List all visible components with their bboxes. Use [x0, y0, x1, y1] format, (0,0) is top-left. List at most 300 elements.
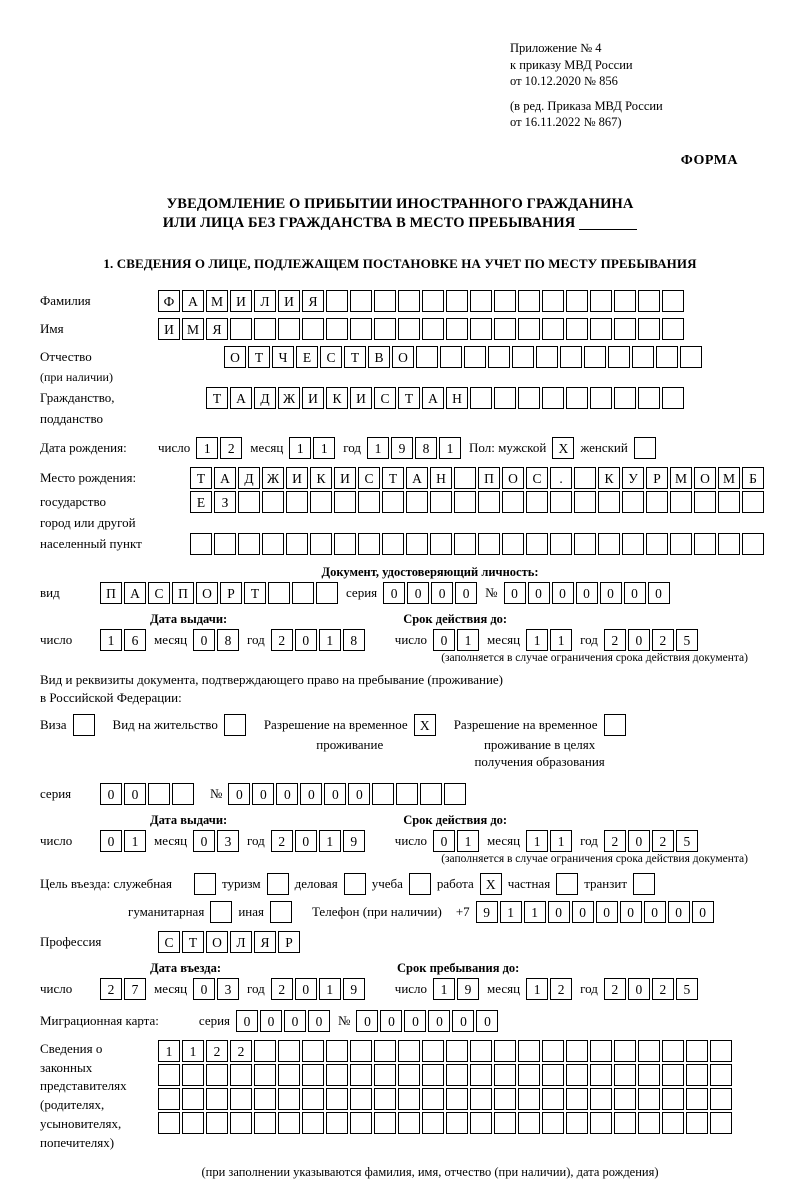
cell[interactable]: 1	[289, 437, 311, 459]
doc-issue-day-input[interactable]	[100, 629, 148, 651]
cell[interactable]	[446, 290, 468, 312]
cell[interactable]: Т	[190, 467, 212, 489]
cell[interactable]: Я	[302, 290, 324, 312]
purpose-other-checkbox[interactable]	[270, 901, 292, 923]
cell[interactable]	[518, 1112, 540, 1134]
cell[interactable]	[590, 1088, 612, 1110]
edu-residence-checkbox[interactable]	[604, 714, 626, 736]
cell[interactable]: X	[414, 714, 436, 736]
cell[interactable]	[526, 491, 548, 513]
cell[interactable]: 9	[476, 901, 498, 923]
cell[interactable]	[302, 1088, 324, 1110]
purpose-business-checkbox[interactable]	[344, 873, 366, 895]
cell[interactable]	[446, 1112, 468, 1134]
cell[interactable]	[224, 714, 246, 736]
cell[interactable]	[518, 1064, 540, 1086]
cell[interactable]	[694, 533, 716, 555]
sex-male-checkbox[interactable]	[552, 437, 574, 459]
entry-day-input[interactable]	[100, 978, 148, 1000]
cell[interactable]: 2	[100, 978, 122, 1000]
cell[interactable]	[590, 1112, 612, 1134]
cell[interactable]: 8	[217, 629, 239, 651]
cell[interactable]	[638, 1112, 660, 1134]
cell[interactable]: Т	[244, 582, 266, 604]
cell[interactable]	[470, 290, 492, 312]
cell[interactable]	[350, 1064, 372, 1086]
cell[interactable]: 0	[548, 901, 570, 923]
residence-checkbox[interactable]	[224, 714, 246, 736]
cell[interactable]: 1	[100, 629, 122, 651]
cell[interactable]	[710, 1040, 732, 1062]
cell[interactable]	[494, 1088, 516, 1110]
cell[interactable]	[686, 1088, 708, 1110]
cell[interactable]: А	[406, 467, 428, 489]
cell[interactable]	[326, 1112, 348, 1134]
cell[interactable]	[206, 1112, 228, 1134]
stay-to-day-input[interactable]	[433, 978, 481, 1000]
cell[interactable]: И	[278, 290, 300, 312]
cell[interactable]	[350, 318, 372, 340]
cell[interactable]: 9	[343, 830, 365, 852]
cell[interactable]	[310, 491, 332, 513]
cell[interactable]: 0	[600, 582, 622, 604]
mc-number-input[interactable]	[356, 1010, 500, 1032]
cell[interactable]	[210, 901, 232, 923]
cell[interactable]: С	[374, 387, 396, 409]
cell[interactable]	[302, 1112, 324, 1134]
cell[interactable]	[550, 491, 572, 513]
cell[interactable]: 0	[628, 830, 650, 852]
cell[interactable]	[350, 1088, 372, 1110]
stay-valid-day-input[interactable]	[433, 830, 481, 852]
cell[interactable]: 1	[526, 629, 548, 651]
cell[interactable]	[662, 387, 684, 409]
cell[interactable]: Б	[742, 467, 764, 489]
stay-issue-day-input[interactable]	[100, 830, 148, 852]
cell[interactable]	[422, 290, 444, 312]
cell[interactable]: У	[622, 467, 644, 489]
cell[interactable]	[350, 1040, 372, 1062]
cell[interactable]: И	[350, 387, 372, 409]
cell[interactable]	[614, 387, 636, 409]
cell[interactable]: 5	[676, 978, 698, 1000]
cell[interactable]: 2	[220, 437, 242, 459]
cell[interactable]	[494, 1112, 516, 1134]
cell[interactable]: 0	[324, 783, 346, 805]
purpose-transit-checkbox[interactable]	[633, 873, 655, 895]
cell[interactable]	[326, 1088, 348, 1110]
cell[interactable]	[556, 873, 578, 895]
cell[interactable]: 0	[228, 783, 250, 805]
cell[interactable]: 0	[692, 901, 714, 923]
cell[interactable]	[526, 533, 548, 555]
cell[interactable]: С	[320, 346, 342, 368]
cell[interactable]	[446, 1064, 468, 1086]
cell[interactable]: 5	[676, 629, 698, 651]
cell[interactable]: 0	[433, 629, 455, 651]
cell[interactable]	[614, 290, 636, 312]
cell[interactable]: 1	[182, 1040, 204, 1062]
cell[interactable]	[632, 346, 654, 368]
patronymic-input[interactable]	[224, 346, 704, 368]
cell[interactable]	[590, 1040, 612, 1062]
cell[interactable]: 2	[604, 978, 626, 1000]
cell[interactable]: 0	[356, 1010, 378, 1032]
cell[interactable]	[494, 387, 516, 409]
cell[interactable]: И	[158, 318, 180, 340]
purpose-humanitarian-checkbox[interactable]	[210, 901, 232, 923]
cell[interactable]: 0	[528, 582, 550, 604]
doc-issue-month-input[interactable]	[193, 629, 241, 651]
cell[interactable]	[646, 533, 668, 555]
cell[interactable]	[686, 1064, 708, 1086]
cell[interactable]: 2	[652, 629, 674, 651]
sex-female-checkbox[interactable]	[634, 437, 656, 459]
cell[interactable]	[494, 290, 516, 312]
cell[interactable]	[638, 1088, 660, 1110]
cell[interactable]: 8	[343, 629, 365, 651]
cell[interactable]: 0	[576, 582, 598, 604]
cell[interactable]	[206, 1064, 228, 1086]
doc-number-input[interactable]	[504, 582, 672, 604]
legal-rep-row-1[interactable]	[158, 1040, 734, 1062]
cell[interactable]	[686, 1040, 708, 1062]
cell[interactable]: 0	[628, 629, 650, 651]
cell[interactable]	[416, 346, 438, 368]
cell[interactable]	[270, 901, 292, 923]
cell[interactable]	[334, 533, 356, 555]
cell[interactable]: Д	[254, 387, 276, 409]
cell[interactable]	[590, 290, 612, 312]
cell[interactable]: 2	[604, 830, 626, 852]
cell[interactable]	[262, 491, 284, 513]
cell[interactable]: Е	[296, 346, 318, 368]
cell[interactable]	[278, 1088, 300, 1110]
cell[interactable]	[662, 1040, 684, 1062]
cell[interactable]	[542, 318, 564, 340]
cell[interactable]	[590, 318, 612, 340]
cell[interactable]	[718, 491, 740, 513]
cell[interactable]	[262, 533, 284, 555]
cell[interactable]	[158, 1088, 180, 1110]
cell[interactable]	[614, 1088, 636, 1110]
cell[interactable]: 3	[217, 830, 239, 852]
cell[interactable]	[302, 318, 324, 340]
cell[interactable]	[574, 467, 596, 489]
cell[interactable]	[230, 1064, 252, 1086]
cell[interactable]: 0	[428, 1010, 450, 1032]
cell[interactable]	[542, 1112, 564, 1134]
cell[interactable]	[374, 318, 396, 340]
cell[interactable]	[326, 1040, 348, 1062]
cell[interactable]: .	[550, 467, 572, 489]
entry-month-input[interactable]	[193, 978, 241, 1000]
cell[interactable]	[422, 318, 444, 340]
cell[interactable]	[444, 783, 466, 805]
cell[interactable]: Р	[646, 467, 668, 489]
purpose-work-checkbox[interactable]	[480, 873, 502, 895]
cell[interactable]	[662, 1064, 684, 1086]
cell[interactable]	[398, 318, 420, 340]
doc-valid-month-input[interactable]	[526, 629, 574, 651]
cell[interactable]	[350, 1112, 372, 1134]
cell[interactable]	[566, 1040, 588, 1062]
cell[interactable]	[566, 1112, 588, 1134]
cell[interactable]	[430, 491, 452, 513]
cell[interactable]	[286, 533, 308, 555]
cell[interactable]	[590, 387, 612, 409]
cell[interactable]: 1	[457, 629, 479, 651]
cell[interactable]	[190, 533, 212, 555]
cell[interactable]: О	[694, 467, 716, 489]
birth-city-input[interactable]	[190, 491, 766, 513]
cell[interactable]	[398, 1064, 420, 1086]
cell[interactable]	[670, 533, 692, 555]
cell[interactable]: 1	[550, 830, 572, 852]
cell[interactable]	[710, 1112, 732, 1134]
cell[interactable]: 1	[550, 629, 572, 651]
cell[interactable]: 1	[524, 901, 546, 923]
cell[interactable]	[430, 533, 452, 555]
stay-valid-year-input[interactable]	[604, 830, 700, 852]
cell[interactable]: 0	[100, 783, 122, 805]
cell[interactable]: 0	[348, 783, 370, 805]
cell[interactable]: 0	[572, 901, 594, 923]
cell[interactable]: Ж	[262, 467, 284, 489]
cell[interactable]: 0	[276, 783, 298, 805]
cell[interactable]: З	[214, 491, 236, 513]
cell[interactable]	[560, 346, 582, 368]
cell[interactable]: И	[230, 290, 252, 312]
cell[interactable]: Т	[206, 387, 228, 409]
cell[interactable]	[518, 387, 540, 409]
cell[interactable]: 5	[676, 830, 698, 852]
cell[interactable]	[420, 783, 442, 805]
cell[interactable]: 0	[620, 901, 642, 923]
cell[interactable]	[422, 1088, 444, 1110]
cell[interactable]	[446, 1040, 468, 1062]
cell[interactable]	[542, 1040, 564, 1062]
cell[interactable]	[638, 1040, 660, 1062]
citizenship-input[interactable]	[206, 387, 686, 409]
cell[interactable]	[454, 467, 476, 489]
cell[interactable]: 0	[193, 978, 215, 1000]
cell[interactable]: 2	[206, 1040, 228, 1062]
cell[interactable]	[344, 873, 366, 895]
cell[interactable]: О	[206, 931, 228, 953]
cell[interactable]: П	[100, 582, 122, 604]
cell[interactable]: 1	[500, 901, 522, 923]
cell[interactable]: 6	[124, 629, 146, 651]
cell[interactable]	[662, 318, 684, 340]
cell[interactable]	[550, 533, 572, 555]
cell[interactable]: Т	[344, 346, 366, 368]
cell[interactable]	[718, 533, 740, 555]
cell[interactable]	[590, 1064, 612, 1086]
cell[interactable]: 0	[624, 582, 646, 604]
cell[interactable]: 2	[271, 978, 293, 1000]
cell[interactable]	[512, 346, 534, 368]
cell[interactable]: Т	[382, 467, 404, 489]
cell[interactable]: Т	[398, 387, 420, 409]
cell[interactable]: 0	[455, 582, 477, 604]
cell[interactable]: 0	[300, 783, 322, 805]
birth-month-input[interactable]	[289, 437, 337, 459]
cell[interactable]	[566, 1088, 588, 1110]
purpose-study-checkbox[interactable]	[409, 873, 431, 895]
birth-day-input[interactable]	[196, 437, 244, 459]
cell[interactable]	[633, 873, 655, 895]
cell[interactable]	[542, 290, 564, 312]
cell[interactable]: 0	[644, 901, 666, 923]
cell[interactable]	[326, 1064, 348, 1086]
cell[interactable]	[470, 1040, 492, 1062]
cell[interactable]: Л	[230, 931, 252, 953]
stay-to-year-input[interactable]	[604, 978, 700, 1000]
cell[interactable]: 0	[648, 582, 670, 604]
cell[interactable]: О	[224, 346, 246, 368]
phone-input[interactable]	[476, 901, 716, 923]
stay-to-month-input[interactable]	[526, 978, 574, 1000]
purpose-tourism-checkbox[interactable]	[267, 873, 289, 895]
cell[interactable]	[598, 533, 620, 555]
cell[interactable]	[267, 873, 289, 895]
cell[interactable]	[350, 290, 372, 312]
cell[interactable]	[73, 714, 95, 736]
cell[interactable]	[494, 1064, 516, 1086]
cell[interactable]: 2	[271, 830, 293, 852]
cell[interactable]: М	[718, 467, 740, 489]
doc-series-input[interactable]	[383, 582, 479, 604]
cell[interactable]	[542, 1088, 564, 1110]
cell[interactable]	[214, 533, 236, 555]
cell[interactable]	[182, 1064, 204, 1086]
cell[interactable]: А	[124, 582, 146, 604]
cell[interactable]: 9	[391, 437, 413, 459]
cell[interactable]: 0	[308, 1010, 330, 1032]
cell[interactable]: 1	[367, 437, 389, 459]
cell[interactable]: Т	[182, 931, 204, 953]
cell[interactable]	[374, 1040, 396, 1062]
cell[interactable]: Е	[190, 491, 212, 513]
cell[interactable]: 1	[319, 830, 341, 852]
cell[interactable]: И	[286, 467, 308, 489]
cell[interactable]	[604, 714, 626, 736]
cell[interactable]	[182, 1112, 204, 1134]
cell[interactable]: X	[480, 873, 502, 895]
cell[interactable]	[542, 387, 564, 409]
cell[interactable]	[494, 1040, 516, 1062]
cell[interactable]: 3	[217, 978, 239, 1000]
cell[interactable]	[238, 491, 260, 513]
cell[interactable]: 0	[295, 830, 317, 852]
cell[interactable]	[566, 318, 588, 340]
cell[interactable]	[422, 1064, 444, 1086]
cell[interactable]	[454, 533, 476, 555]
cell[interactable]	[396, 783, 418, 805]
cell[interactable]	[409, 873, 431, 895]
cell[interactable]	[574, 491, 596, 513]
doc-valid-year-input[interactable]	[604, 629, 700, 651]
cell[interactable]	[422, 1040, 444, 1062]
cell[interactable]: Д	[238, 467, 260, 489]
cell[interactable]	[470, 1088, 492, 1110]
cell[interactable]	[254, 1112, 276, 1134]
cell[interactable]: А	[422, 387, 444, 409]
name-input[interactable]	[158, 318, 686, 340]
cell[interactable]: 1	[457, 830, 479, 852]
cell[interactable]	[398, 290, 420, 312]
cell[interactable]: 0	[668, 901, 690, 923]
cell[interactable]	[372, 783, 394, 805]
cell[interactable]: 0	[404, 1010, 426, 1032]
cell[interactable]	[254, 1088, 276, 1110]
cell[interactable]	[238, 533, 260, 555]
purpose-service-checkbox[interactable]	[194, 873, 216, 895]
cell[interactable]: 2	[550, 978, 572, 1000]
cell[interactable]: 0	[383, 582, 405, 604]
cell[interactable]: С	[148, 582, 170, 604]
cell[interactable]	[670, 491, 692, 513]
cell[interactable]: 0	[236, 1010, 258, 1032]
cell[interactable]: 1	[319, 978, 341, 1000]
cell[interactable]	[382, 533, 404, 555]
stay-issue-year-input[interactable]	[271, 830, 367, 852]
cell[interactable]	[454, 491, 476, 513]
cell[interactable]	[614, 1040, 636, 1062]
cell[interactable]: А	[230, 387, 252, 409]
cell[interactable]	[598, 491, 620, 513]
cell[interactable]: И	[302, 387, 324, 409]
cell[interactable]	[518, 1088, 540, 1110]
cell[interactable]	[302, 1040, 324, 1062]
cell[interactable]	[574, 533, 596, 555]
cell[interactable]: М	[182, 318, 204, 340]
cell[interactable]: 2	[271, 629, 293, 651]
cell[interactable]	[254, 1040, 276, 1062]
visa-checkbox[interactable]	[73, 714, 95, 736]
cell[interactable]: А	[214, 467, 236, 489]
cell[interactable]: 0	[295, 629, 317, 651]
legal-rep-row-4[interactable]	[158, 1112, 734, 1134]
cell[interactable]	[680, 346, 702, 368]
cell[interactable]: 8	[415, 437, 437, 459]
cell[interactable]	[614, 318, 636, 340]
legal-rep-row-3[interactable]	[158, 1088, 734, 1110]
stay-number-input[interactable]	[228, 783, 468, 805]
cell[interactable]	[584, 346, 606, 368]
birth-settlement-input[interactable]	[190, 533, 766, 555]
cell[interactable]: М	[206, 290, 228, 312]
cell[interactable]	[710, 1088, 732, 1110]
temp-residence-checkbox[interactable]	[414, 714, 436, 736]
cell[interactable]	[502, 533, 524, 555]
cell[interactable]: 1	[196, 437, 218, 459]
cell[interactable]	[440, 346, 462, 368]
mc-series-input[interactable]	[236, 1010, 332, 1032]
cell[interactable]: 0	[407, 582, 429, 604]
cell[interactable]	[638, 1064, 660, 1086]
cell[interactable]: К	[326, 387, 348, 409]
cell[interactable]: 1	[124, 830, 146, 852]
cell[interactable]: Ф	[158, 290, 180, 312]
cell[interactable]: Н	[430, 467, 452, 489]
cell[interactable]: 1	[158, 1040, 180, 1062]
cell[interactable]: 9	[457, 978, 479, 1000]
cell[interactable]: 0	[284, 1010, 306, 1032]
cell[interactable]	[230, 318, 252, 340]
cell[interactable]	[470, 1112, 492, 1134]
